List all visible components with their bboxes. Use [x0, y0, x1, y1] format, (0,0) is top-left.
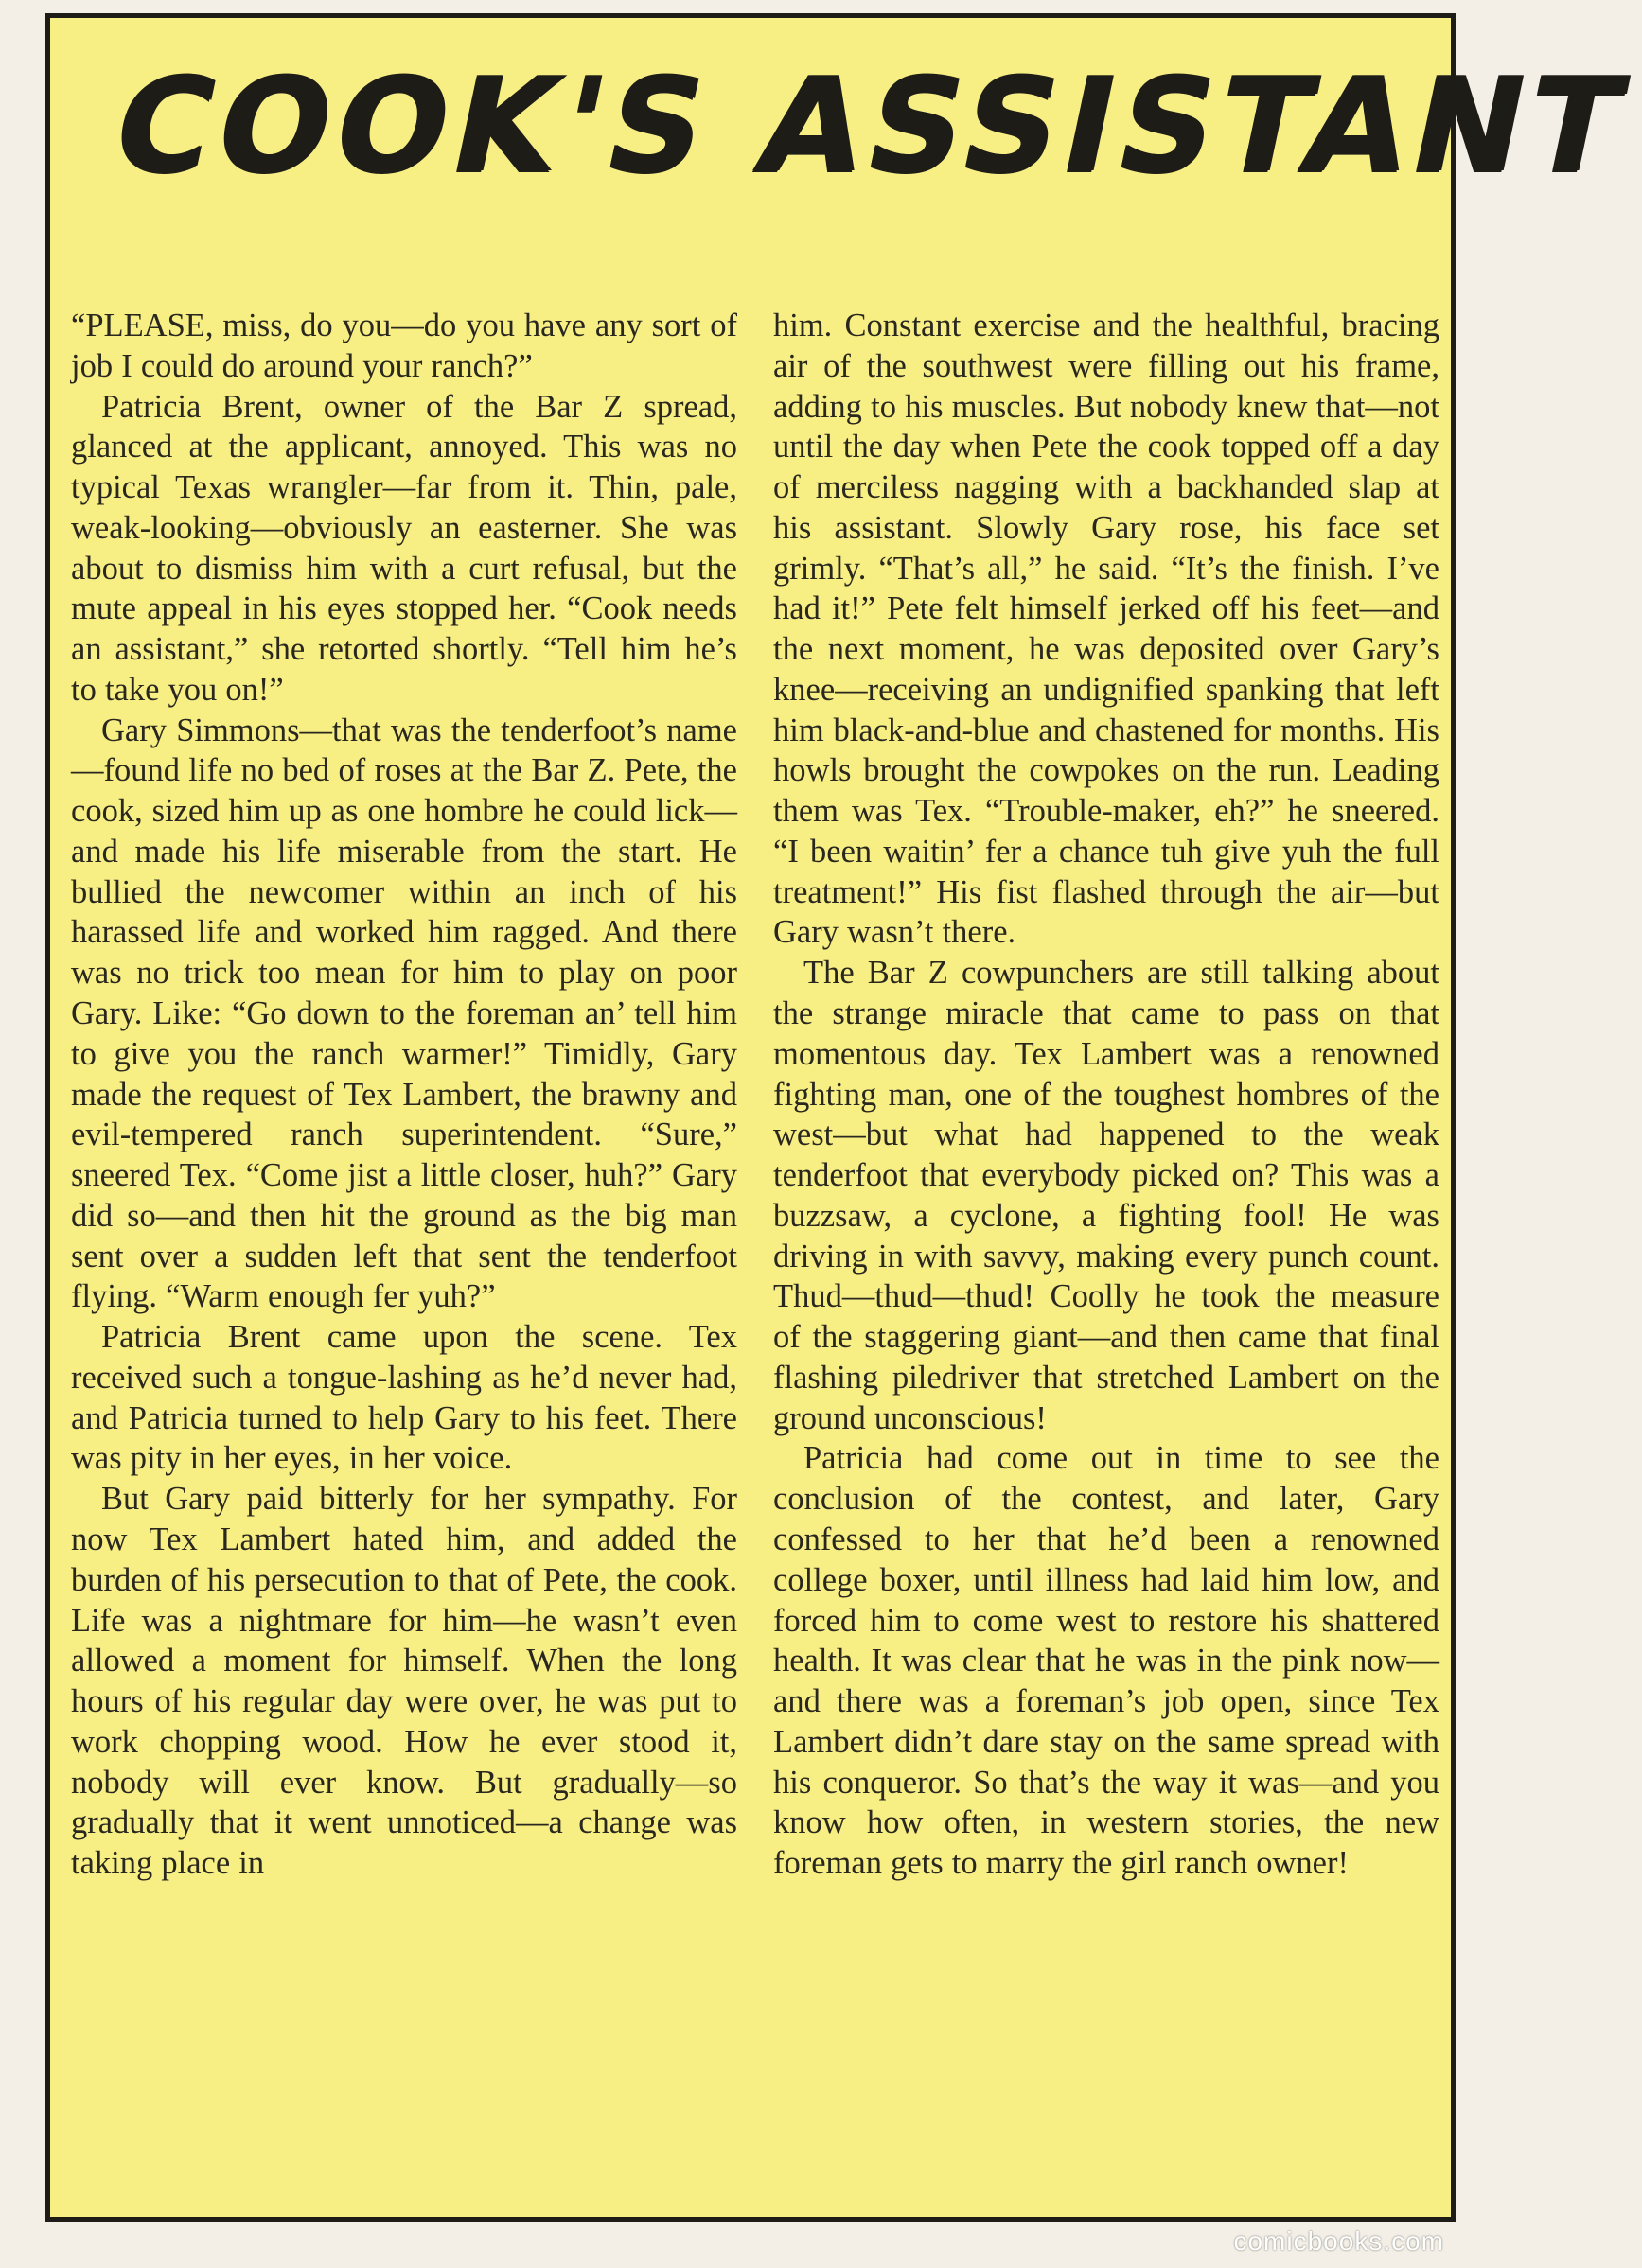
site-watermark: comicbooks.com [1233, 2226, 1444, 2256]
title-area [50, 27, 1642, 273]
story-paragraph: him. Constant exercise and the healthful, bracing air of the southwest were filling out his frame, adding to his muscles. But nobody knew that—not until the day when Pete the cook topped off a day of merciless nagging with a backhanded slap at his assistant. Slowly Gary rose, his face set grimly. “That’s all,” he said. “It’s the finish. I’ve had it!” Pete felt himself jerked off his feet—and the next moment, he was deposited over Gary’s knee—receiving an undignified spanking that left him black-and-blue and chastened for months. His howls brought the cowpokes on the run. Leading them was Tex. “Trouble-maker, eh?” he sneered. “I been waitin’ fer a chance tuh give yuh the full treatment!” His fist flashed through the air—but Gary wasn’t there. [773, 308, 1439, 951]
story-paragraph: But Gary paid bitterly for her sympathy. For now Tex Lambert hated him, and added the burden of his persecution to that of Pete, the cook. Life was a nightmare for him—he wasn’t even allowed a moment for himself. When the long hours of his regular day were over, he was put to work chopping wood. How he ever stood it, nobody will ever know. But gradually—so gradually that it went unnoticed—a change was taking place in [71, 1481, 737, 1882]
story-paragraph: Patricia Brent, owner of the Bar Z spread, glanced at the applicant, annoyed. This was no typical Texas wrangler—far from it. Thin, pale, weak-looking—obviously an easterner. She was about to dismiss him with a curt refusal, but the mute appeal in his eyes stopped her. “Cook needs an assistant,” she retorted shortly. “Tell him he’s to take you on!” [71, 388, 737, 708]
left-column [71, 306, 737, 2179]
story-paragraph: Patricia had come out in time to see the conclusion of the contest, and later, Gary confessed to her that he’d been a renowned college boxer, until illness had laid him low, and forced him to come west to restore his shattered health. It was clear that he was in the pink now—and there was a foreman’s job open, since Tex Lambert didn’t dare stay on the same spread with his conqueror. So that’s the way it was—and you know how often, in western stories, the new foreman gets to marry the girl ranch owner! [773, 1440, 1439, 1882]
story-paragraph: Gary Simmons—that was the tenderfoot’s name—found life no bed of roses at the Bar Z. Pete, the cook, sized him up as one hombre he could lick—and made his life miserable from the start. He bullied the newcomer within an inch of his harassed life and worked him ragged. And there was no trick too mean for him to play on poor Gary. Like: “Go down to the foreman an’ tell him to give you the ranch warmer!” Timidly, Gary made the request of Tex Lambert, the brawny and evil-tempered ranch superintendent. “Sure,” sneered Tex. “Come jist a little closer, huh?” Gary did so—and then hit the ground as the big man sent over a sudden left that sent the tenderfoot flying. “Warm enough fer yuh?” [71, 712, 737, 1315]
story-page [45, 13, 1642, 2222]
story-paragraph: Patricia Brent came upon the scene. Tex received such a tongue-lashing as he’d never had, and Patricia turned to help Gary to his feet. There was pity in her eyes, in her voice. [71, 1319, 737, 1477]
right-column [773, 306, 1439, 2179]
story-paragraph: The Bar Z cowpunchers are still talking about the strange miracle that came to pass on that momentous day. Tex Lambert was a renowned fighting man, one of the toughest hombres of the west—but what had happened to the weak tenderfoot that everybody picked on? This was a buzzsaw, a cyclone, a fighting fool! He was driving in with savvy, making every punch count. Thud—thud—thud! Coolly he took the measure of the staggering giant—and then came that final flashing piledriver that stretched Lambert on the ground unconscious! [773, 955, 1439, 1436]
opening-paragraph: “PLEASE, miss, do you—do you have any sort of job I could do around your ranch?” [71, 308, 737, 384]
story-columns [71, 306, 1439, 2179]
story-title: COOK'S ASSISTANT [99, 49, 1642, 202]
